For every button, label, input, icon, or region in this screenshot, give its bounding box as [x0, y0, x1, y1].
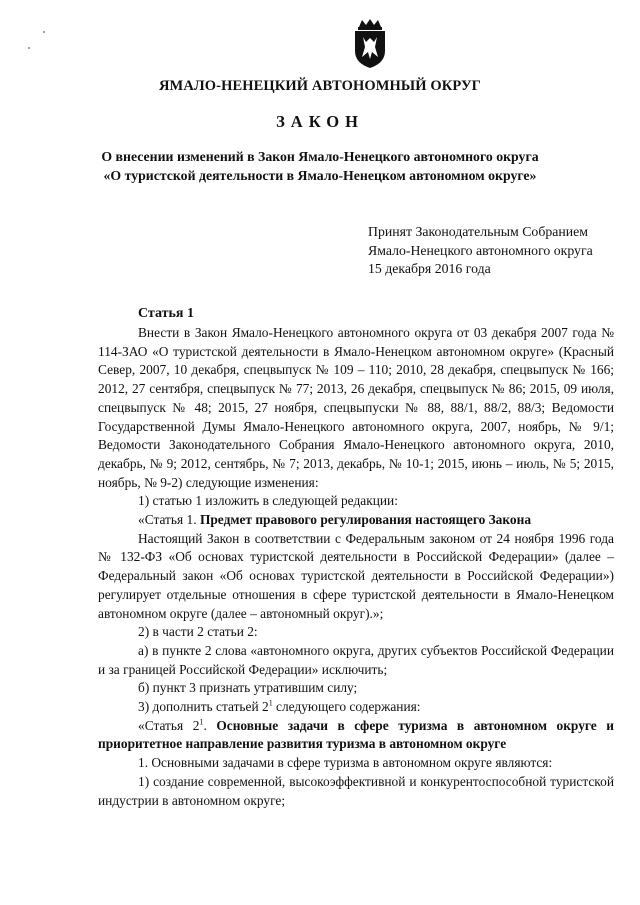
- scan-speck: [28, 47, 30, 49]
- paragraph: [98, 511, 614, 530]
- paragraph: 1. Основными задачами в сфере туризма в автономном округе являются:: [138, 755, 553, 771]
- superscript: 1: [268, 698, 273, 708]
- paragraph: [98, 698, 614, 717]
- paragraph: [98, 717, 614, 754]
- paragraph: 2) в части 2 статьи 2:: [138, 624, 258, 640]
- adoption-note: [368, 223, 593, 279]
- paragraph: а) в пункте 2 слова «автономного округа, других субъектов Российской Федерации и за границей Российской Федерации» исключить;: [98, 642, 614, 677]
- paragraph: б) пункт 3 признать утратившим силу;: [138, 680, 358, 696]
- coat-of-arms-icon: [352, 17, 388, 69]
- article-title-bold: Основные задачи в сфере туризма в автономном округе и приоритетное направление развития туризма в автономном округе: [98, 717, 614, 752]
- text-run: .: [203, 717, 207, 733]
- text-run: следующего содержания:: [272, 699, 421, 715]
- adoption-line: Принят Законодательным Собранием: [368, 224, 588, 239]
- paragraph: Настоящий Закон в соответствии с Федеральным законом от 24 ноября 1996 года № 132-ФЗ «Об основах туристской деятельности в Российской Федерации» (далее – Федеральный закон «Об основах туристской деятельности в Российской Федерации») регулирует отдельные отношения в сфере туристской деятельности в Ямало-Ненецком автономном округе (далее – автономный округ).»;: [98, 530, 614, 621]
- article-body: [98, 324, 614, 810]
- law-title: [0, 147, 640, 185]
- paragraph: 1) создание современной, высокоэффективной и конкурентоспособной туристской индустрии в автономном округе;: [98, 773, 614, 808]
- document-type: ЗАКОН: [276, 112, 364, 131]
- law-title-line: О внесении изменений в Закон Ямало-Ненецкого автономного округа: [101, 149, 539, 164]
- adoption-date: 15 декабря 2016 года: [368, 261, 491, 276]
- article-heading: Статья 1: [138, 306, 194, 321]
- scan-speck: [43, 31, 45, 33]
- adoption-line: Ямало-Ненецкого автономного округа: [368, 242, 593, 258]
- superscript: 1: [199, 717, 204, 727]
- paragraph: 1) статью 1 изложить в следующей редакции:: [138, 493, 398, 509]
- article-title-bold: Предмет правового регулирования настоящего Закона: [199, 512, 532, 528]
- paragraph: Внести в Закон Ямало-Ненецкого автономного округа от 03 декабря 2007 года № 114-ЗАО «О туристской деятельности в Ямало-Ненецком автономном округе» (Красный Север, 2007, 10 декабря, спецвыпуск № 109 – 110; 2010, 28 декабря, спецвыпуск № 166; 2012, 27 сентября, спецвыпуск № 77; 2013, 26 декабря, спецвыпуск № 86; 2015, 09 июля, спецвыпуск № 48; 2015, 27 ноября, спецвыпуски № 88, 88/1, 88/2, 88/3; Ведомости Государственной Думы Ямало-Ненецкого автономного округа, 2007, ноябрь, № 9/1; Ведомости Законодательного Собрания Ямало-Ненецкого автономного округа, 2010, декабрь, № 9; 2012, сентябрь, № 7; 2013, декабрь, № 10-1; 2015, июнь – июль, № 5; 2015, ноябрь, № 9-2) следующие изменения:: [98, 325, 614, 490]
- region-name: ЯМАЛО-НЕНЕЦКИЙ АВТОНОМНЫЙ ОКРУГ: [158, 78, 482, 94]
- article-prefix: «Статья 2: [138, 717, 200, 733]
- law-title-line: «О туристской деятельности в Ямало-Ненецком автономном округе»: [103, 168, 537, 183]
- text-run: 3) дополнить статьей 2: [138, 699, 269, 715]
- article-prefix: «Статья 1.: [138, 512, 197, 528]
